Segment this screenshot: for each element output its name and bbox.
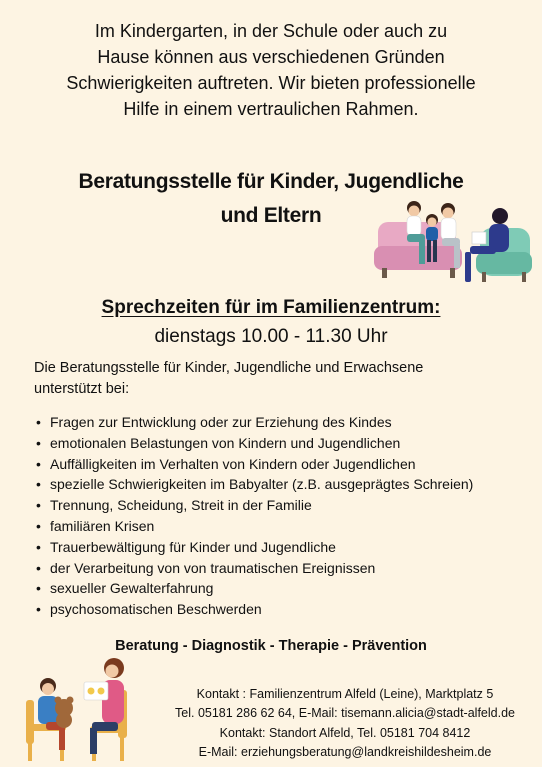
services-line: Beratung - Diagnostik - Therapie - Prävention — [115, 638, 427, 654]
list-item — [34, 474, 534, 495]
list-item — [34, 454, 534, 475]
list-item-text: Trennung, Scheidung, Streit in der Familie — [50, 497, 312, 514]
list-item-text: emotionalen Belastungen von Kindern und Jugendlichen — [50, 434, 401, 451]
intro-line: Hause können aus verschiedenen Gründen — [97, 47, 445, 67]
bullet-icon: • — [36, 414, 41, 430]
contact-line: E-Mail: erziehungsberatung@landkreishildesheim.de — [198, 744, 492, 759]
bullet-icon: • — [36, 601, 41, 618]
bullet-icon: • — [36, 559, 41, 576]
counselor-head — [492, 208, 508, 224]
list-item-text: Trauerbewältigung für Kinder und Jugendliche — [50, 538, 336, 555]
lead-text — [34, 358, 504, 400]
topics-list — [34, 412, 534, 620]
contact-line: Kontakt: Standort Alfeld, Tel. 05181 704 8412 — [219, 725, 471, 740]
list-item-text: psychosomatischen Beschwerden — [50, 601, 262, 618]
office-hours-time: dienstags 10.00 - 11.30 Uhr — [154, 326, 388, 347]
contact-line: Tel. 05181 286 62 64, E-Mail: tisemann.alicia@stadt-alfeld.de — [175, 706, 515, 721]
bullet-icon: • — [36, 580, 41, 597]
lead-line: Die Beratungsstelle für Kinder, Jugendliche und Erwachsene — [34, 360, 424, 376]
intro-line: Schwierigkeiten auftreten. Wir bieten professionelle — [66, 73, 476, 93]
intro-line: Hilfe in einem vertraulichen Rahmen. — [123, 99, 419, 119]
title-line: Beratungsstelle für Kinder, Jugendliche — [78, 170, 464, 193]
intro-line: Im Kindergarten, in der Schule oder auch zu — [94, 21, 448, 41]
bullet-icon: • — [36, 497, 41, 514]
bullet-icon: • — [36, 538, 41, 555]
bullet-icon: • — [36, 455, 41, 472]
sofa-seat — [374, 246, 462, 270]
list-item-text: familiären Krisen — [50, 517, 155, 534]
list-item-text: der Verarbeitung von von traumatischen Ereignissen — [50, 559, 376, 576]
list-item-text: Auffälligkeiten im Verhalten von Kindern oder Jugendlichen — [50, 455, 416, 472]
list-item — [34, 537, 534, 558]
title-line: und Eltern — [220, 204, 322, 227]
bullet-icon: • — [36, 476, 41, 493]
list-item — [34, 433, 534, 454]
lead-line: unterstützt bei: — [34, 381, 130, 397]
intro-paragraph — [40, 18, 502, 122]
clipboard — [472, 232, 486, 244]
contact-line: Kontakt : Familienzentrum Alfeld (Leine), Marktplatz 5 — [196, 687, 494, 701]
list-item — [34, 558, 534, 579]
list-item — [34, 495, 534, 516]
contact-block — [160, 685, 530, 762]
bullet-icon: • — [36, 434, 41, 451]
family-counseling-illustration — [372, 194, 532, 300]
list-item-text: Fragen zur Entwicklung oder zur Erziehung des Kindes — [50, 414, 392, 430]
child-therapy-illustration — [14, 652, 146, 764]
list-item-text: sexueller Gewalterfahrung — [50, 580, 214, 597]
list-item — [34, 412, 534, 433]
list-item — [34, 599, 534, 620]
bullet-icon: • — [36, 517, 41, 534]
office-hours-heading: Sprechzeiten für im Familienzentrum: — [101, 297, 441, 318]
list-item — [34, 516, 534, 537]
list-item-text: spezielle Schwierigkeiten im Babyalter (z.B. ausgeprägtes Schreien) — [50, 476, 474, 493]
list-item — [34, 578, 534, 599]
